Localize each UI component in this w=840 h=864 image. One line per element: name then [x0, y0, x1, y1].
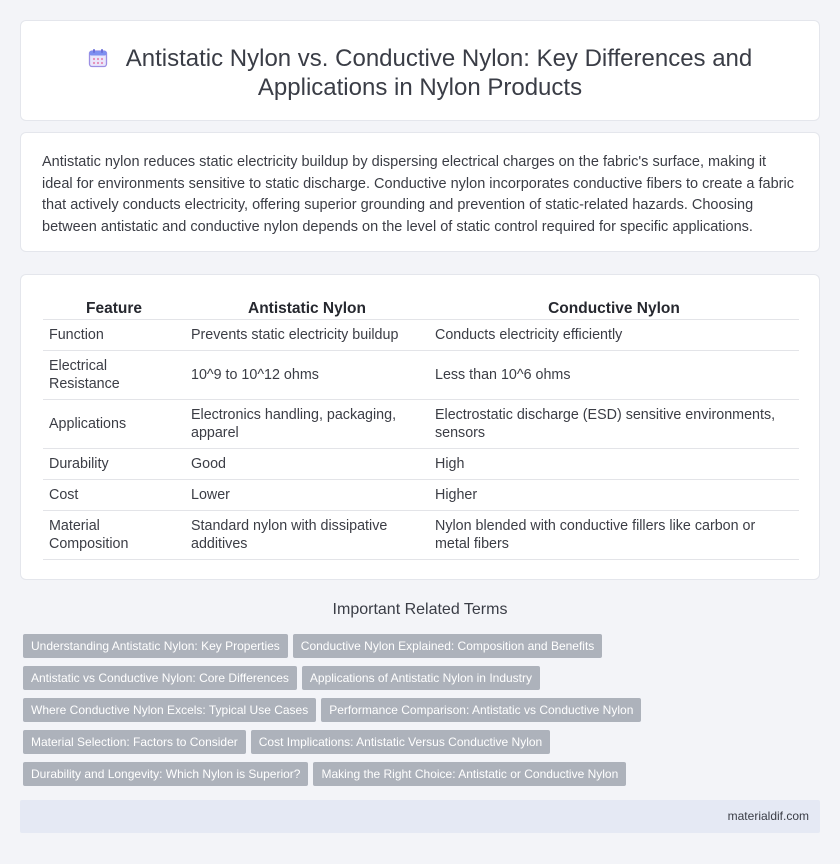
related-term-tag[interactable]: Understanding Antistatic Nylon: Key Properties	[23, 634, 288, 658]
header-conductive: Conductive Nylon	[429, 295, 799, 319]
table-row	[43, 399, 799, 448]
page-title	[21, 44, 819, 102]
table-cell: Nylon blended with conductive fillers like carbon or metal fibers	[429, 510, 799, 559]
table-cell: Prevents static electricity buildup	[185, 319, 429, 350]
table-row	[43, 319, 799, 350]
header-feature: Feature	[43, 295, 185, 319]
table-cell: Cost	[43, 479, 185, 510]
table-cell: Less than 10^6 ohms	[429, 350, 799, 399]
table-cell: 10^9 to 10^12 ohms	[185, 350, 429, 399]
related-term-tag[interactable]: Making the Right Choice: Antistatic or Conductive Nylon	[313, 762, 626, 786]
table-cell: High	[429, 448, 799, 479]
table-cell: Conducts electricity efficiently	[429, 319, 799, 350]
footer-site-link[interactable]: materialdif.com	[727, 809, 809, 823]
comparison-table	[43, 295, 799, 560]
table-header-row	[43, 295, 799, 319]
header-card	[20, 20, 820, 121]
related-term-tag[interactable]: Conductive Nylon Explained: Composition and Benefits	[293, 634, 603, 658]
table-cell: Electrical Resistance	[43, 350, 185, 399]
table-cell: Material Composition	[43, 510, 185, 559]
table-cell: Electrostatic discharge (ESD) sensitive environments, sensors	[429, 399, 799, 448]
table-cell: Standard nylon with dissipative additives	[185, 510, 429, 559]
footer	[20, 800, 820, 833]
table-cell: Lower	[185, 479, 429, 510]
header-antistatic: Antistatic Nylon	[185, 295, 429, 319]
related-term-tag[interactable]: Material Selection: Factors to Consider	[23, 730, 246, 754]
table-cell: Function	[43, 319, 185, 350]
title-line-1: Antistatic Nylon vs. Conductive Nylon: Key Differences and	[125, 45, 753, 72]
related-term-tag[interactable]: Where Conductive Nylon Excels: Typical Use Cases	[23, 698, 316, 722]
comparison-card	[20, 274, 820, 580]
table-cell: Durability	[43, 448, 185, 479]
related-term-tag[interactable]: Cost Implications: Antistatic Versus Conductive Nylon	[251, 730, 550, 754]
intro-card	[20, 132, 820, 252]
table-row	[43, 350, 799, 399]
table-cell: Electronics handling, packaging, apparel	[185, 399, 429, 448]
calendar-icon	[88, 48, 108, 68]
related-terms-list	[23, 634, 803, 794]
table-cell: Applications	[43, 399, 185, 448]
related-terms-title: Important Related Terms	[332, 601, 508, 618]
table-cell: Good	[185, 448, 429, 479]
related-term-tag[interactable]: Durability and Longevity: Which Nylon is Superior?	[23, 762, 308, 786]
related-term-tag[interactable]: Performance Comparison: Antistatic vs Conductive Nylon	[321, 698, 641, 722]
title-line-2: Applications in Nylon Products	[257, 74, 583, 101]
related-term-tag[interactable]: Applications of Antistatic Nylon in Industry	[302, 666, 540, 690]
related-term-tag[interactable]: Antistatic vs Conductive Nylon: Core Differences	[23, 666, 297, 690]
table-row	[43, 510, 799, 559]
table-cell: Higher	[429, 479, 799, 510]
table-row	[43, 448, 799, 479]
intro-paragraph: Antistatic nylon reduces static electricity buildup by dispersing electrical charges on the fabric's surface, making it ideal for environments sensitive to static discharge. Conductive nylon incorporates conductive fibers to create a fabric that actively conducts electricity, offering superior grounding and prevention of static-related hazards. Choosing between antistatic and conductive nylon depends on the level of static control required for specific applications.	[42, 154, 794, 235]
table-row	[43, 479, 799, 510]
